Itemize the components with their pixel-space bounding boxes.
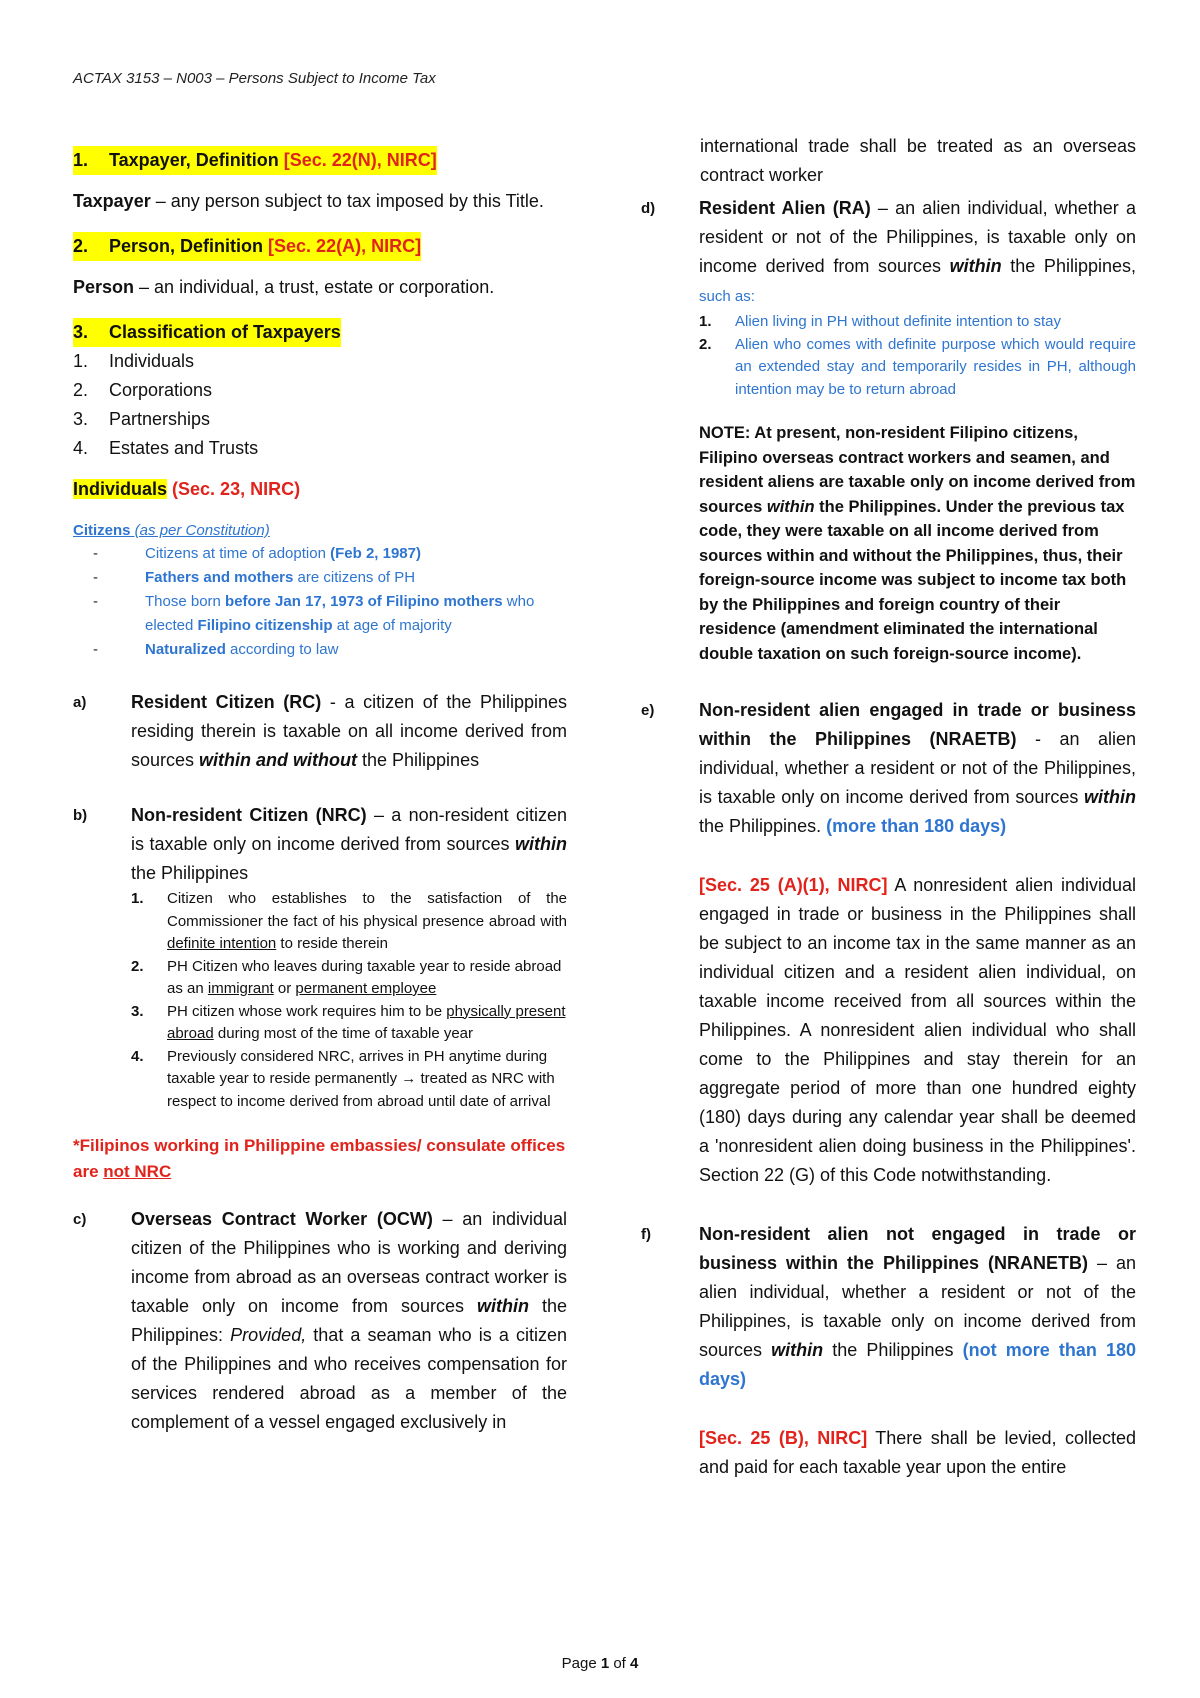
section-classification-heading: 3. Classification of Taxpayers [73,318,567,347]
right-column [641,132,1136,1482]
taxpayer-classification-list [73,347,567,463]
list-item: 2. Corporations [73,380,213,400]
individuals-heading: Individuals (Sec. 23, NIRC) [73,479,301,499]
list-item: 2. Alien who comes with definite purpose which would require an extended stay and temporarily resides in PH, although intention may be to return abroad [699,335,1136,398]
section-person-heading: 2. Person, Definition [Sec. 22(A), NIRC] [73,232,567,261]
page-header: ACTAX 3153 – N003 – Persons Subject to Income Tax [73,70,436,87]
nraetb-item: e) Non-resident alien engaged in trade or business within the Philippines (NRAETB) - an alien individual, whether a resident or not of the Philippines, is taxable only on income derived from sources within the Philippines. (more than 180 days) [Sec. 25 (A)(1), NIRC] A nonresident alien individual engaged in trade or business in the Philippines shall be subject to an income tax in the same manner as an individual citizen and a resident alien individual, on taxable income received from all sources within the Philippines. A nonresident alien individual who shall come to the Philippines and stay therein for an aggregate period of more than one hundred eighty (180) days during any calendar year shall be deemed a 'nonresident alien doing business in the Philippines'. Section 22 (G) of this Code notwithstanding. [641,696,1136,1190]
nrc-sublist [131,888,567,1113]
tax-code-note: NOTE: At present, non-resident Filipino citizens, Filipino overseas contract workers and seamen, and resident aliens are taxable only on income derived from sources within the Philippines. Under the previous tax code, they were taxable on all income derived from sources within and without the Philippines, thus, their foreign-source income was subject to income tax both by the Philippines and foreign country of their residence (amendment eliminated the international double taxation on such foreign-source income). [699,424,1136,663]
person-definition: Person – an individual, a trust, estate or corporation. [73,277,495,297]
list-item: 1. Individuals [73,351,195,371]
section-taxpayer-heading: 1. Taxpayer, Definition [Sec. 22(N), NIRC] [73,146,567,175]
left-column [73,146,567,1437]
list-item: - Citizens at time of adoption (Feb 2, 1987) [93,545,421,562]
list-item: - Naturalized according to law [93,641,339,658]
list-item: - Those born before Jan 17, 1973 of Filipino mothers who elected Filipino citizenship at age of majority [93,593,535,634]
list-item: 1. Alien living in PH without definite intention to stay [699,313,1062,330]
resident-citizen-item: a) Resident Citizen (RC) - a citizen of the Philippines residing therein is taxable on all income derived from sources within and without the Philippines [73,692,567,770]
list-item: 2. PH Citizen who leaves during taxable year to reside abroad as an immigrant or permanent employee [131,957,562,997]
ocw-continuation: international trade shall be treated as an overseas contract worker [700,136,1136,185]
list-item: 1. Citizen who establishes to the satisfaction of the Commissioner the fact of his physical presence abroad with definite intention to reside therein [131,890,567,952]
citizens-list [73,542,567,662]
embassy-note: *Filipinos working in Philippine embassies/ consulate offices are not NRC [73,1136,566,1181]
list-item: 4. Estates and Trusts [73,438,259,458]
ocw-item: c) Overseas Contract Worker (OCW) – an individual citizen of the Philippines who is working and deriving income from abroad as an overseas contract worker is taxable only on income from sources within the Philippines: Provided, that a seaman who is a citizen of the Philippines and who receives compensation for services rendered abroad as a member of the complement of a vessel engaged exclusively in [73,1209,567,1432]
resident-alien-item: d) Resident Alien (RA) – an alien individual, whether a resident or not of the Philippines, is taxable only on income derived from sources within the Philippines, such as: 1. Alien living in PH without definite intention to stay 2. Alien who comes with definite purpose which would require an extended stay and temporarily resides in PH, although intention may be to return abroad NOTE: At present, non-resident Filipino citizens, Filipino overseas contract workers and seamen, and resident aliens are taxable only on income derived from sources within the Philippines. Under the previous tax code, they were taxable on all income derived from sources within and without the Philippines, thus, their foreign-source income was subject to income tax both by the Philippines and foreign country of their residence (amendment eliminated the international double taxation on such foreign-source income). [641,194,1136,666]
sec-25-a-quote: [Sec. 25 (A)(1), NIRC] A nonresident alien individual engaged in trade or business in the Philippines shall be subject to an income tax in the same manner as an individual citizen and a resident alien individual, on taxable income received from all sources within the Philippines. A nonresident alien individual who shall come to the Philippines and stay therein for an aggregate period of more than one hundred eighty (180) days during any calendar year shall be deemed a 'nonresident alien doing business in the Philippines'. Section 22 (G) of this Code notwithstanding. [699,875,1136,1185]
page-number: Page 1 of 4 [561,1655,639,1672]
list-item: - Fathers and mothers are citizens of PH [93,569,416,586]
resident-alien-sublist [699,311,1136,401]
sec-25-b-quote: [Sec. 25 (B), NIRC] There shall be levied, collected and paid for each taxable year upon the entire [699,1428,1136,1477]
citizens-heading: Citizens (as per Constitution) [73,522,270,539]
list-item: 3. PH citizen whose work requires him to be physically present abroad during most of the time of taxable year [131,1002,566,1042]
nranetb-item: f) Non-resident alien not engaged in trade or business within the Philippines (NRANETB) – an alien individual, whether a resident or not of the Philippines, is taxable only on income derived from sources within the Philippines (not more than 180 days) [Sec. 25 (B), NIRC] There shall be levied, collected and paid for each taxable year upon the entire [641,1220,1136,1482]
list-item: 3. Partnerships [73,409,211,429]
taxpayer-definition: Taxpayer – any person subject to tax imposed by this Title. [73,191,544,211]
list-item: 4. Previously considered NRC, arrives in PH anytime during taxable year to reside permanently → treated as NRC with respect to income derived from abroad until date of arrival [131,1047,555,1110]
non-resident-citizen-item: b) Non-resident Citizen (NRC) – a non-resident citizen is taxable only on income derived from sources within the Philippines 1. Citizen who establishes to the satisfaction of the Commissioner the fact of his physical presence abroad with definite intention to reside therein 2. PH Citizen who leaves during taxable year to reside abroad as an immigrant or permanent employee 3. PH citizen whose work requires him to be physically present abroad during most of the time of taxable year 4. Previously considered NRC, arrives in PH anytime during taxable year to reside permanently → treated as NRC with respect to income derived from abroad until date of arrival [73,801,567,1113]
